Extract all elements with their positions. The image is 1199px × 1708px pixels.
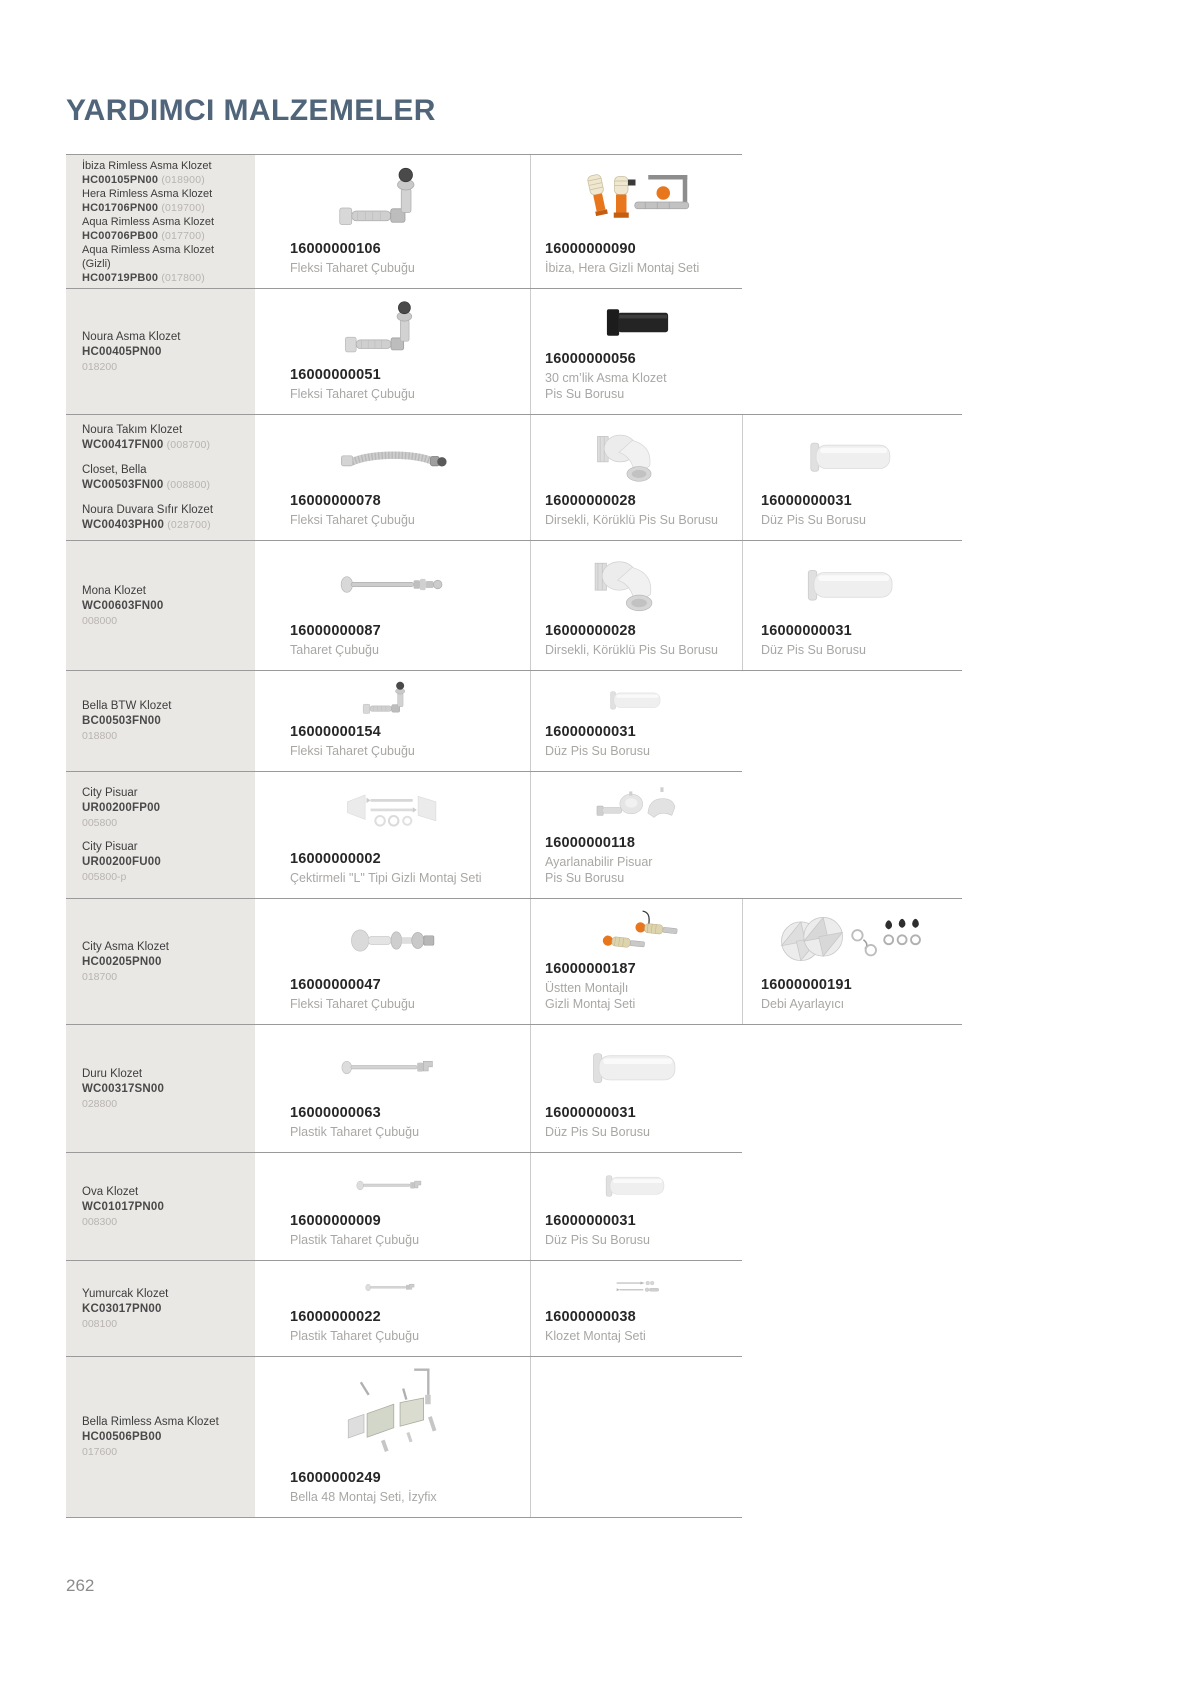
part-code: 16000000031 [545, 724, 636, 740]
gear-discs-image [743, 899, 962, 976]
product-label [82, 423, 245, 453]
elbow-pipe-image [531, 415, 742, 492]
product-name: Yumurcak Klozet [82, 1287, 169, 1300]
spindle-image [255, 899, 530, 976]
part-cell [255, 899, 530, 1024]
part-info [255, 1212, 530, 1260]
part-info [531, 350, 742, 414]
part-info [531, 492, 742, 540]
product-order-number: (008700) [163, 438, 211, 451]
part-cell [255, 415, 530, 540]
empty-cell [530, 1357, 742, 1517]
catalog-row [66, 541, 962, 670]
product-code: WC00503FN00 (008800) [82, 478, 211, 491]
part-code: 16000000031 [761, 623, 852, 639]
part-info [743, 492, 962, 540]
part-info [255, 723, 530, 771]
product-label [82, 1287, 245, 1331]
part-cell [255, 1025, 530, 1152]
part-code: 16000000031 [545, 1213, 636, 1229]
part-info [531, 1104, 742, 1152]
part-info [531, 622, 742, 670]
product-label-column [66, 1025, 255, 1152]
catalog-row [66, 899, 962, 1024]
part-code: 16000000031 [545, 1105, 636, 1121]
part-cell [530, 1153, 742, 1260]
part-code: 16000000063 [290, 1105, 381, 1121]
plastic-rod-image [255, 1025, 530, 1104]
part-description: Düz Pis Su Borusu [545, 1233, 650, 1247]
part-info [255, 240, 530, 288]
product-label [82, 699, 245, 743]
part-cell [742, 541, 962, 670]
part-info [255, 850, 530, 898]
product-name: Mona Klozet [82, 584, 146, 597]
part-code: 16000000187 [545, 961, 636, 977]
product-code: WC00403PH00 (028700) [82, 518, 211, 531]
part-description: İbiza, Hera Gizli Montaj Seti [545, 261, 700, 275]
urinal-drain-image [531, 772, 742, 834]
hardware-set-image [255, 772, 530, 850]
part-description: Plastik Taharet Çubuğu [290, 1233, 420, 1247]
part-code: 16000000009 [290, 1213, 381, 1229]
part-cell [255, 289, 530, 414]
part-code: 16000000056 [545, 351, 636, 367]
part-cell [255, 541, 530, 670]
bracket-set-image [255, 1357, 530, 1469]
product-label [82, 243, 245, 285]
part-cell [255, 772, 530, 898]
product-label [82, 1185, 245, 1229]
part-cell [530, 541, 742, 670]
part-description: Debi Ayarlayıcı [761, 997, 845, 1011]
product-label [82, 330, 245, 374]
product-code: HC00105PN00 (018900) [82, 173, 205, 186]
product-code: WC00603FN00 [82, 599, 164, 612]
part-info [743, 976, 962, 1024]
product-label [82, 187, 245, 215]
white-pipe-image [531, 1153, 742, 1212]
part-info [255, 976, 530, 1024]
product-code: UR00200FP00 [82, 802, 161, 814]
product-code: HC00506PB00 [82, 1431, 162, 1443]
catalog-row [66, 289, 742, 414]
part-info [531, 1212, 742, 1260]
part-info [255, 366, 530, 414]
catalog-row [66, 1357, 742, 1517]
mounting-set-orange-image [531, 155, 742, 240]
product-name: City Pisuar [82, 787, 138, 799]
white-pipe-image [743, 415, 962, 492]
part-code: 16000000154 [290, 724, 381, 740]
catalog-row [66, 1261, 742, 1356]
product-order-number: (028700) [164, 518, 211, 531]
product-label [82, 159, 245, 187]
product-name: Noura Takım Klozet [82, 423, 183, 436]
part-code: 16000000028 [545, 623, 636, 639]
product-label-column [66, 671, 255, 771]
product-code: UR00200FU00 [82, 856, 161, 868]
product-name: İbiza Rimless Asma Klozet [82, 159, 212, 172]
part-cell [742, 415, 962, 540]
part-description: Üstten Montajlı Gizli Montaj Seti [545, 981, 636, 1011]
product-order-number: (008800) [163, 478, 211, 491]
part-cell [255, 155, 530, 288]
page-number: 262 [66, 1576, 95, 1595]
product-name: Bella Rimless Asma Klozet [82, 1416, 219, 1428]
row-separator [66, 1517, 742, 1518]
product-label-column [66, 772, 255, 898]
product-code: WC01017PN00 [82, 1200, 165, 1213]
part-code: 16000000051 [290, 367, 381, 383]
part-info [255, 1308, 530, 1356]
product-name: Bella BTW Klozet [82, 700, 172, 712]
product-name: Noura Duvara Sıfır Klozet [82, 503, 214, 516]
part-cell [530, 1025, 742, 1152]
part-description: Bella 48 Montaj Seti, İzyfix [290, 1490, 437, 1504]
part-cell [530, 899, 742, 1024]
part-description: Dirsekli, Körüklü Pis Su Borusu [545, 513, 718, 527]
part-code: 16000000090 [545, 241, 636, 257]
catalog-row [66, 415, 962, 540]
part-cell [255, 1153, 530, 1260]
rod-chrome-image [255, 541, 530, 622]
catalog-row [66, 1153, 742, 1260]
plastic-rod-image [255, 1261, 530, 1308]
product-label-column [66, 1261, 255, 1356]
product-label [82, 1067, 245, 1111]
part-cell [530, 772, 742, 898]
part-description: Plastik Taharet Çubuğu [290, 1329, 420, 1343]
hose-elbow-image [255, 671, 530, 723]
part-code: 16000000002 [290, 851, 381, 867]
part-info [255, 1104, 530, 1152]
part-code: 16000000191 [761, 977, 852, 993]
part-cell [530, 1261, 742, 1356]
catalog-row [66, 1025, 742, 1152]
product-label-column [66, 289, 255, 414]
plastic-rod-image [255, 1153, 530, 1212]
product-code: WC00317SN00 [82, 1082, 165, 1095]
part-description: Fleksi Taharet Çubuğu [290, 513, 415, 527]
product-label [82, 840, 245, 884]
product-code: HC01706PN00 (019700) [82, 201, 205, 214]
product-label [82, 463, 245, 493]
part-info [531, 240, 742, 288]
product-label [82, 1415, 245, 1459]
part-cell [530, 289, 742, 414]
product-code: HC00706PB00 (017700) [82, 229, 205, 242]
part-cell [255, 1261, 530, 1356]
part-description: Düz Pis Su Borusu [761, 513, 866, 527]
part-code: 16000000249 [290, 1470, 381, 1486]
part-info [255, 622, 530, 670]
product-name: Aqua Rimless Asma Klozet [82, 215, 215, 228]
product-label [82, 584, 245, 628]
product-label [82, 215, 245, 243]
product-order-number: (017700) [158, 229, 205, 242]
product-order-number: 018800 [82, 730, 118, 742]
part-info [531, 960, 742, 1024]
product-label [82, 786, 245, 830]
part-description: Klozet Montaj Seti [545, 1329, 646, 1343]
product-label-column [66, 1357, 255, 1517]
product-order-number: 008300 [82, 1215, 118, 1228]
product-order-number: 005800-p [82, 871, 127, 883]
white-pipe-image [743, 541, 962, 622]
part-description: 30 cm’lik Asma Klozet Pis Su Borusu [545, 371, 667, 401]
product-name: Ova Klozet [82, 1185, 139, 1198]
product-code: KC03017PN00 [82, 1302, 162, 1315]
catalog-row [66, 155, 742, 288]
product-order-number: 018200 [82, 360, 118, 373]
braided-hose-image [255, 415, 530, 492]
part-code: 16000000078 [290, 493, 381, 509]
part-info [531, 1308, 742, 1356]
product-label [82, 503, 245, 533]
part-cell [742, 899, 962, 1024]
part-info [531, 834, 742, 898]
part-cell [255, 1357, 530, 1517]
page-title: YARDIMCI MALZEMELER [66, 94, 436, 127]
product-label [82, 940, 245, 984]
white-pipe-image [531, 1025, 742, 1104]
part-description: Düz Pis Su Borusu [545, 1125, 650, 1139]
part-description: Düz Pis Su Borusu [545, 744, 650, 758]
product-label-column [66, 155, 255, 288]
part-description: Plastik Taharet Çubuğu [290, 1125, 420, 1139]
hose-elbow-image [255, 155, 530, 240]
product-order-number: 018700 [82, 970, 118, 983]
part-info [255, 1469, 530, 1517]
product-order-number: 017600 [82, 1446, 118, 1458]
product-code: HC00405PN00 [82, 345, 162, 358]
part-description: Çektirmeli "L" Tipi Gizli Montaj Seti [290, 871, 482, 885]
part-code: 16000000087 [290, 623, 381, 639]
part-description: Düz Pis Su Borusu [761, 643, 866, 657]
part-code: 16000000038 [545, 1309, 636, 1325]
product-order-number: 008000 [82, 614, 118, 627]
part-description: Fleksi Taharet Çubuğu [290, 744, 415, 758]
hose-elbow-image [255, 289, 530, 366]
catalog-row [66, 671, 742, 771]
part-description: Fleksi Taharet Çubuğu [290, 997, 415, 1011]
part-cell [255, 671, 530, 771]
product-order-number: 008100 [82, 1317, 118, 1330]
product-code: HC00719PB00 (017800) [82, 271, 205, 284]
product-order-number: (017800) [158, 271, 205, 284]
catalog-table [66, 154, 1199, 1518]
catalog-row [66, 772, 742, 898]
part-cell [530, 671, 742, 771]
product-label-column [66, 541, 255, 670]
part-code: 16000000106 [290, 241, 381, 257]
product-code: BC00503FN00 [82, 715, 161, 727]
product-order-number: (019700) [158, 201, 205, 214]
product-order-number: (018900) [158, 173, 205, 186]
part-info [743, 622, 962, 670]
part-cell [530, 415, 742, 540]
part-description: Dirsekli, Körüklü Pis Su Borusu [545, 643, 718, 657]
product-label-column [66, 1153, 255, 1260]
part-description: Ayarlanabilir Pisuar Pis Su Borusu [545, 855, 653, 885]
screw-set-image [531, 1261, 742, 1308]
part-code: 16000000022 [290, 1309, 381, 1325]
part-info [531, 723, 742, 771]
elbow-pipe-image [531, 541, 742, 622]
product-name: Aqua Rimless Asma Klozet (Gizli) [82, 243, 215, 270]
product-order-number: 005800 [82, 817, 118, 829]
part-code: 16000000031 [761, 493, 852, 509]
part-description: Fleksi Taharet Çubuğu [290, 387, 415, 401]
product-name: Noura Asma Klozet [82, 330, 181, 343]
product-label-column [66, 415, 255, 540]
part-info [255, 492, 530, 540]
product-name: City Asma Klozet [82, 940, 169, 953]
part-code: 16000000047 [290, 977, 381, 993]
black-pipe-image [531, 289, 742, 350]
product-name: City Pisuar [82, 841, 138, 853]
product-name: Hera Rimless Asma Klozet [82, 187, 213, 200]
product-name: Duru Klozet [82, 1067, 143, 1080]
product-code: WC00417FN00 (008700) [82, 438, 211, 451]
product-order-number: 028800 [82, 1097, 118, 1110]
part-description: Fleksi Taharet Çubuğu [290, 261, 415, 275]
part-description: Taharet Çubuğu [290, 643, 379, 657]
product-code: HC00205PN00 [82, 955, 162, 968]
white-pipe-image [531, 671, 742, 723]
part-code: 16000000028 [545, 493, 636, 509]
part-cell [530, 155, 742, 288]
part-code: 16000000118 [545, 835, 636, 851]
product-label-column [66, 899, 255, 1024]
inlet-valves-orange-image [531, 899, 742, 960]
product-name: Closet, Bella [82, 463, 147, 476]
